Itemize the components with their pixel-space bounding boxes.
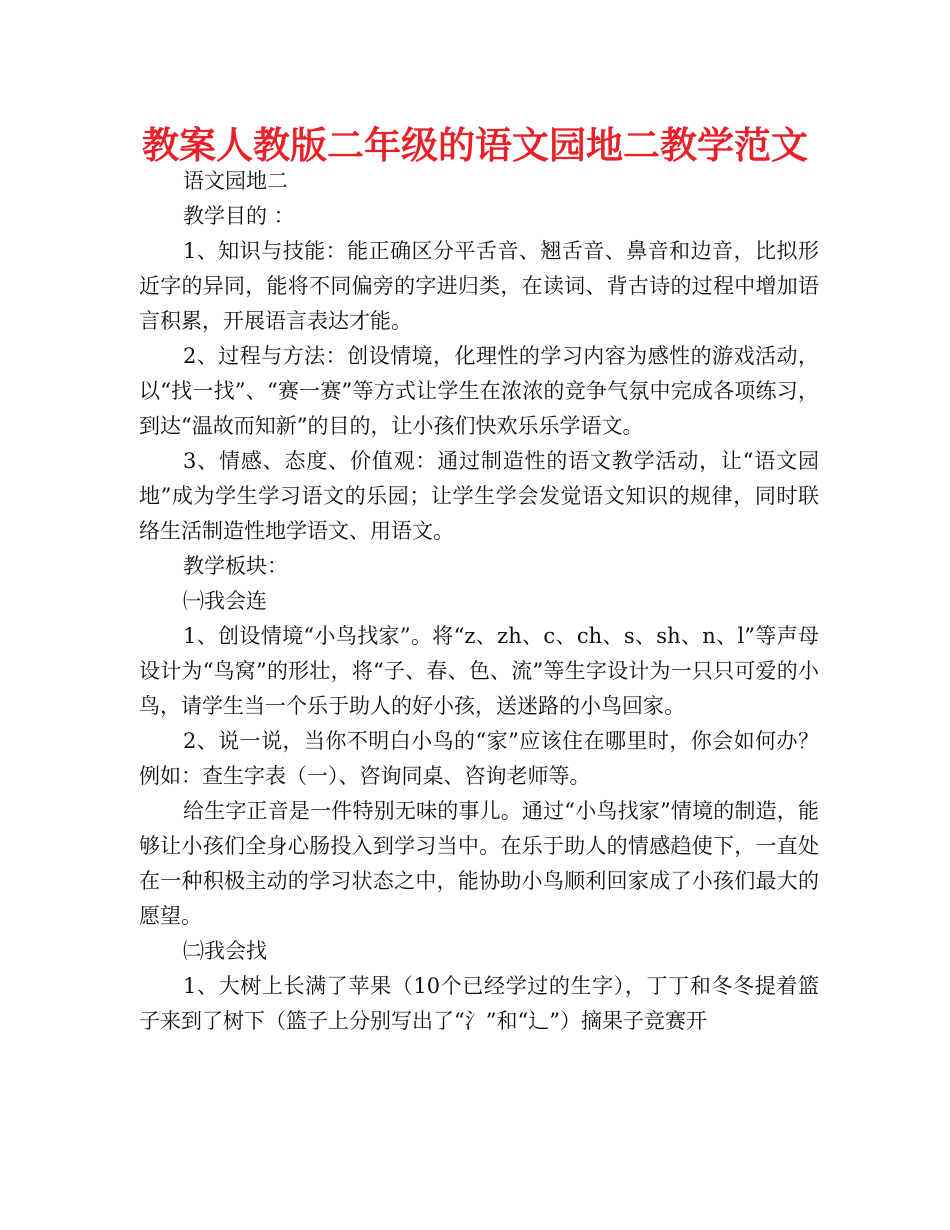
paragraph-teaching-goals-label: 教学目的 ： bbox=[183, 204, 295, 228]
paragraph-section-heading: 语文园地二 bbox=[183, 169, 288, 193]
paragraph-block-1-heading: ㈠我会连 bbox=[183, 589, 267, 613]
document-body bbox=[139, 164, 819, 1039]
paragraph-goal-2: 2、过程与方法：创设情境，化理性的学习内容为感性的游戏活动，以“找一找”、“赛一赛”等方式让学生在浓浓的竞争气氛中完成各项练习，到达“温故而知新”的目的，让小孩们快欢乐乐学语文。 bbox=[139, 344, 819, 438]
paragraph-block-2-heading: ㈡我会找 bbox=[183, 939, 267, 963]
paragraph-goal-3: 3、情感、态度、价值观：通过制造性的语文教学活动，让“语文园地”成为学生学习语文的乐园；让学生学会发觉语文知识的规律，同时联络生活制造性地学语文、用语文。 bbox=[139, 449, 819, 543]
paragraph-goal-1: 1、知识与技能：能正确区分平舌音、翘舌音、鼻音和边音，比拟形近字的异同，能将不同偏旁的字进归类，在读词、背古诗的过程中增加语言积累，开展语言表达才能。 bbox=[139, 239, 819, 333]
paragraph-block-1-note: 给生字正音是一件特别无味的事儿。通过“小鸟找家”情境的制造，能够让小孩们全身心肠投入到学习当中。在乐于助人的情感趋使下，一直处在一种积极主动的学习状态之中，能协助小鸟顺利回家成了小孩们最大的愿望。 bbox=[139, 799, 819, 928]
document-title: 教案人教版二年级的语文园地二教学范文 bbox=[142, 124, 808, 167]
paragraph-block-1-step-2: 2、说一说，当你不明白小鸟的“家”应该住在哪里时，你会如何办？例如：查生字表（一）、咨询同桌、咨询老师等。 bbox=[139, 729, 819, 788]
paragraph-block-2-step-1: 1、大树上长满了苹果（10个已经学过的生字），丁丁和冬冬提着篮子来到了树下（篮子上分别写出了“氵”和“辶”）摘果子竞赛开 bbox=[139, 974, 819, 1033]
paragraph-block-1-step-1: 1、创设情境“小鸟找家”。将“z、zh、c、ch、s、sh、n、l”等声母设计为“鸟窝”的形壮，将“子、春、色、流”等生字设计为一只只可爱的小鸟，请学生当一个乐于助人的好小孩，送迷路的小鸟回家。 bbox=[139, 624, 819, 718]
paragraph-teaching-blocks-label: 教学板块： bbox=[183, 554, 288, 578]
